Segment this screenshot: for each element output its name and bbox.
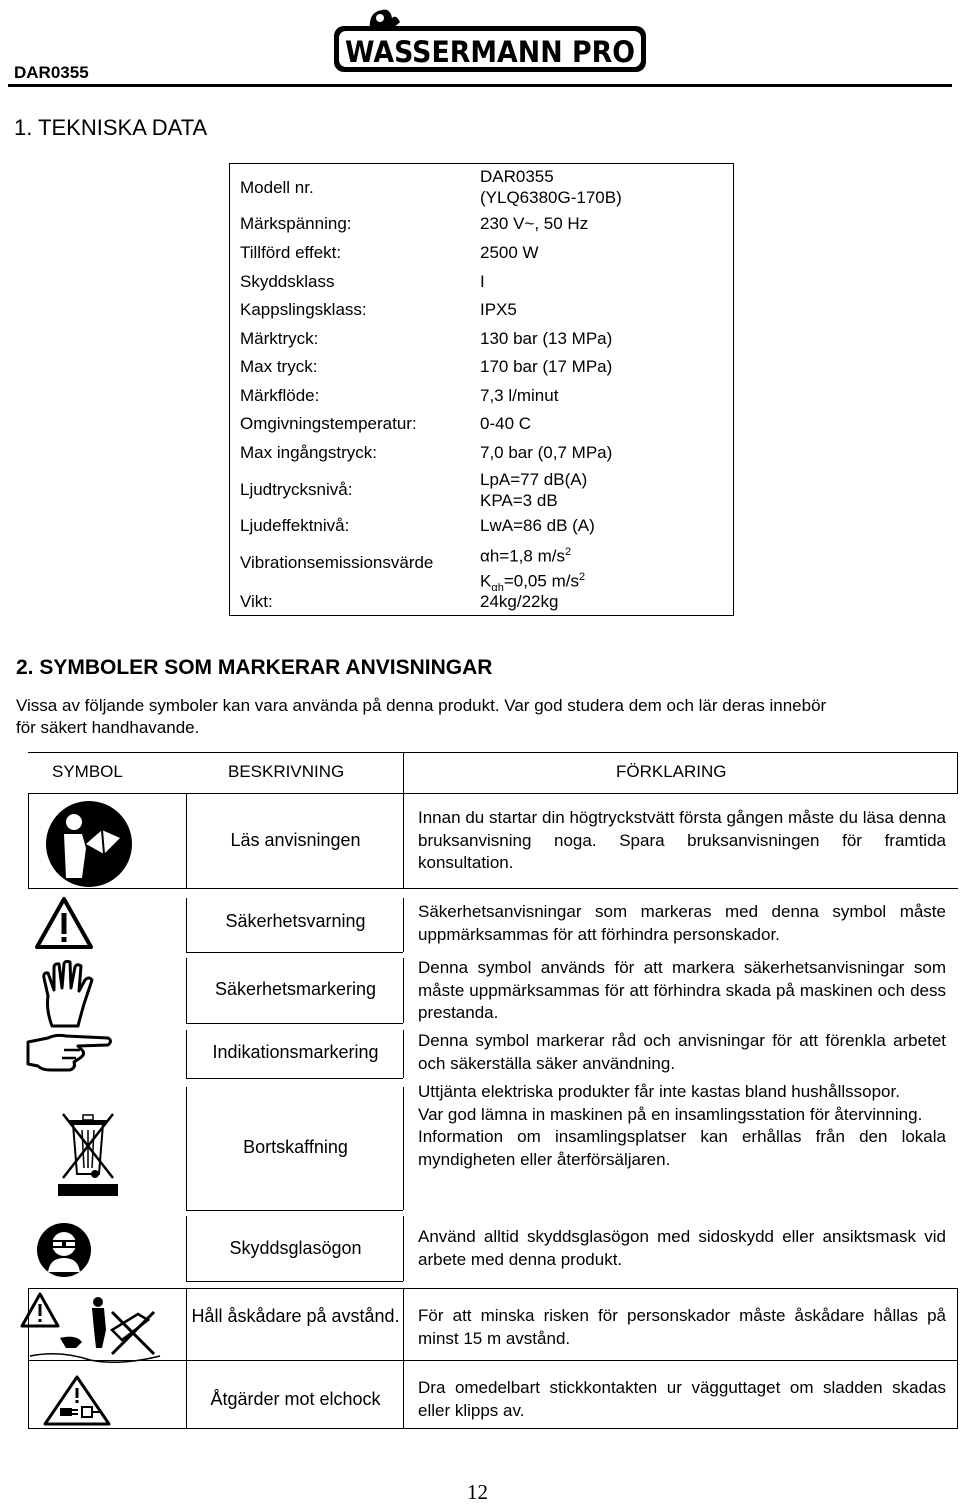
row-explanation: För att minska risken för personskador måste åskådare hållas på minst 15 m avstånd. (418, 1306, 946, 1348)
tech-label: Tillförd effekt: (240, 243, 342, 262)
header-rule (8, 84, 952, 87)
explanation-line: Information om insamlingsplatser kan erhållas från den lokala myndigheten eller återförsäljaren. (418, 1127, 946, 1169)
keep-bystanders-away-icon (20, 1290, 170, 1371)
tech-value: 7,3 l/minut (480, 386, 559, 405)
tech-label: Ljudtrycksnivå: (240, 480, 353, 499)
superscript: 2 (564, 546, 572, 558)
k-symbol: K (480, 571, 492, 591)
uncertainty-value: =0,05 m/s (503, 571, 579, 591)
tech-label: Max tryck: (240, 357, 318, 376)
section-title-symbols: 2. SYMBOLER SOM MARKERAR ANVISNINGAR (16, 656, 493, 679)
tech-label: Omgivningstemperatur: (240, 414, 417, 433)
section-title-technical-data: 1. TEKNISKA DATA (14, 115, 208, 140)
explanation-line: Var god lämna in maskinen på en insamlingsstation för återvinning. (418, 1104, 923, 1124)
svg-text:WASSERMANN PRO: WASSERMANN PRO (345, 35, 635, 69)
tech-label: Kappslingsklass: (240, 300, 367, 319)
technical-data-table (229, 163, 734, 616)
tech-value (480, 542, 585, 599)
pointing-hand-icon (24, 1030, 114, 1079)
tech-label: Ljudeffektnivå: (240, 516, 350, 535)
row-description: Bortskaffning (243, 1137, 348, 1157)
tech-value: 130 bar (13 MPa) (480, 329, 613, 348)
tech-value: 230 V~, 50 Hz (480, 214, 589, 233)
crossed-bin-icon (55, 1110, 121, 1207)
row-explanation: Använd alltid skyddsglasögon med sidoskydd eller ansiktsmask vid arbete med denna produkt. (418, 1227, 946, 1269)
tech-value: I (480, 272, 485, 291)
row-description: Skyddsglasögon (229, 1238, 362, 1258)
row-explanation: Denna symbol används för att markera säkerhetsanvisningar som måste uppmärksammas för att förhindra skada på maskinen och dess prestanda. (418, 958, 946, 1022)
tech-label: Märkspänning: (240, 214, 352, 233)
intro-text-line: Vissa av följande symboler kan vara använda på denna produkt. Var god studera dem och lär deras innebör (16, 696, 827, 715)
superscript: 2 (578, 570, 586, 583)
tech-value: 170 bar (17 MPa) (480, 357, 613, 376)
subscript: αh (491, 581, 504, 594)
tech-value: LpA=77 dB(A) KPA=3 dB (480, 470, 588, 510)
row-explanation: Innan du startar din högtryckstvätt första gången måste du läsa denna bruksanvisning noga. Spara bruksanvisningen för framtida konsultation. (418, 808, 946, 872)
tech-value: LwA=86 dB (A) (480, 516, 595, 535)
tech-label: Max ingångstryck: (240, 443, 377, 462)
tech-value: 7,0 bar (0,7 MPa) (480, 443, 613, 462)
tech-label: Vibrationsemissionsvärde (240, 553, 434, 572)
wassermann-pro-logo (330, 4, 650, 76)
tech-label: Märkflöde: (240, 386, 320, 405)
intro-text-line: för säkert handhavande. (16, 718, 200, 737)
read-manual-icon (42, 800, 136, 893)
tech-value: DAR0355 (YLQ6380G-170B) (480, 167, 622, 207)
safety-goggles-icon (36, 1222, 92, 1283)
warning-triangle-icon (34, 896, 94, 955)
tech-label: Vikt: (240, 592, 273, 611)
electric-shock-icon (42, 1374, 112, 1433)
row-description: Läs anvisningen (230, 830, 361, 850)
row-explanation: Säkerhetsanvisningar som markeras med denna symbol måste uppmärksammas för att förhindra personskador. (418, 902, 946, 944)
row-explanation (418, 1081, 946, 1171)
tech-label: Modell nr. (240, 178, 314, 197)
column-header-explanation: FÖRKLARING (616, 762, 727, 781)
row-description: Åtgärder mot elchock (210, 1389, 381, 1409)
tech-value: 2500 W (480, 243, 539, 262)
column-header-symbol: SYMBOL (52, 762, 123, 781)
tech-value: 24kg/22kg (480, 592, 559, 611)
page-number: 12 (467, 1480, 488, 1504)
document-model-code: DAR0355 (14, 63, 89, 82)
row-description: Säkerhetsvarning (225, 911, 366, 931)
tech-label: Skyddsklass (240, 272, 335, 291)
row-explanation: Denna symbol markerar råd och anvisningar för att förenkla arbetet och säkerställa säker användning. (418, 1031, 946, 1073)
vibration-value: αh=1,8 m/s (480, 546, 565, 566)
stop-hand-icon (38, 960, 98, 1033)
row-description: Indikationsmarkering (212, 1042, 379, 1062)
row-description: Säkerhetsmarkering (214, 979, 377, 999)
row-description: Håll åskådare på avstånd. (191, 1306, 400, 1326)
explanation-line: Uttjänta elektriska produkter får inte kastas bland hushållssopor. (418, 1082, 900, 1101)
tech-value: 0-40 C (480, 414, 532, 433)
tech-label: Märktryck: (240, 329, 319, 348)
tech-value: IPX5 (480, 300, 517, 319)
column-header-description: BESKRIVNING (228, 762, 345, 781)
row-explanation: Dra omedelbart stickkontakten ur vägguttaget om sladden skadas eller klipps av. (418, 1378, 946, 1420)
